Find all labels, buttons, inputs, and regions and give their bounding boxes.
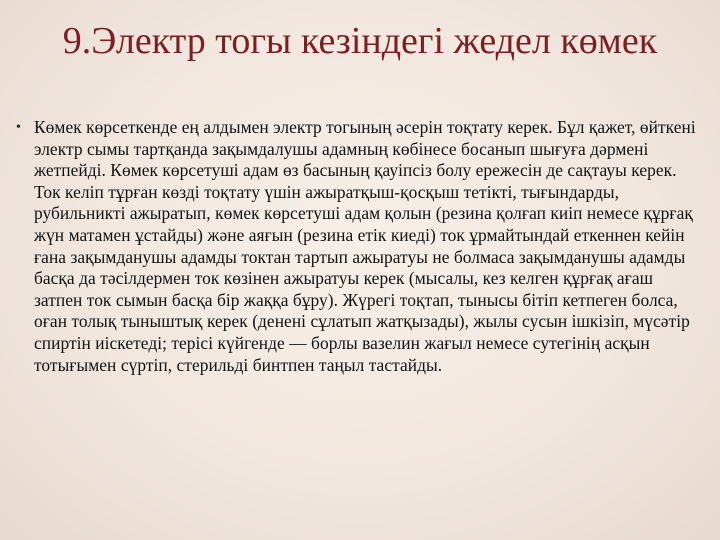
slide-content	[16, 117, 700, 376]
slide-title: 9.Электр тогы кезіндегі жедел көмек	[62, 20, 658, 62]
bullet-icon: •	[16, 120, 21, 135]
body-paragraph: Көмек көрсеткенде ең алдымен электр тогының әсерін тоқтату керек. Бұл қажет, өйткені электр сымы тартқанда зақымдалушы адамның көбінесе босанып шығуға дәрмені жетпейді. Көмек көрсетуші адам өз басының қауіпсіз болу ережесін де сақтауы керек. Ток келіп тұрған көзді тоқтату үшін ажыратқыш-қосқыш тетікті, тығындарды, рубильникті ажыратып, көмек көрсетуші адам қолын (резина қолғап киіп немесе құрғақ жүн матамен ұстайды) және аяғын (резина етік киеді) ток ұрмайтындай еткеннен кейін ғана зақымданушы адамды токтан тартып ажыратуы не болмаса зақымданушы адамды басқа да тәсілдермен ток көзінен ажыратуы керек (мысалы, кез келген құрғақ ағаш затпен ток сымын басқа бір жаққа бұру). Жүрегі тоқтап, тынысы бітіп кетпеген болса, оған толық тыныштық керек (денені сұлатып жатқызады), жылы сусын ішкізіп, мүсәтір спиртін иіскетеді; терісі күйгенде — борлы вазелин жағыл немесе сутегінің асқын тотығымен сүртіп, стерильді бинтпен таңыл тастайды.	[34, 117, 696, 375]
bullet-item	[16, 117, 700, 376]
